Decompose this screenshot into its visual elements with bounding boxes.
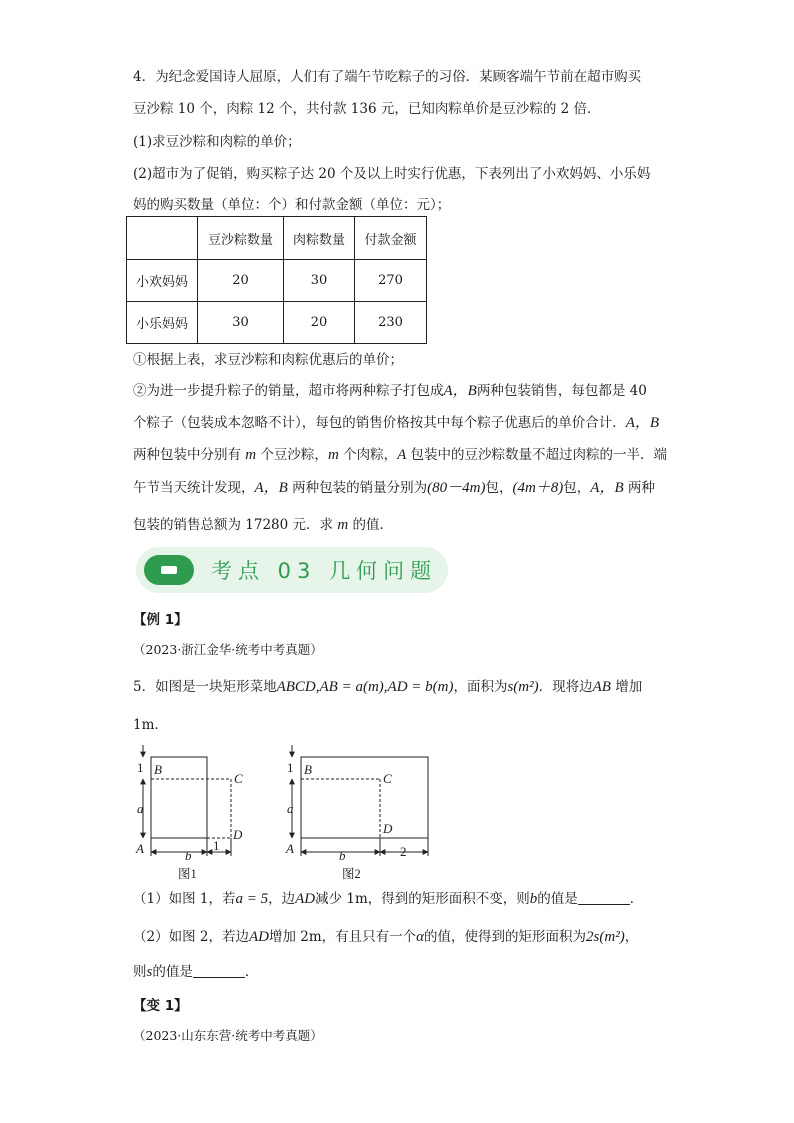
table-cell: 20 xyxy=(284,302,355,344)
figure-2 xyxy=(292,745,428,856)
table-cell: 230 xyxy=(355,302,427,344)
fig1-label-B: B xyxy=(154,762,162,777)
fig1-label-a: a xyxy=(137,801,144,816)
example-label: 【例 1】 xyxy=(133,612,188,628)
answer-blank[interactable] xyxy=(193,963,245,978)
table-header-cell: 肉粽数量 xyxy=(284,217,355,260)
table-cell: 20 xyxy=(198,260,284,302)
fig1-label-1b: 1 xyxy=(213,838,220,853)
table-cell: 270 xyxy=(355,260,427,302)
fig2-caption: 图2 xyxy=(342,867,361,881)
fig1-label-D: D xyxy=(233,827,243,842)
q4-line-1: 4．为纪念爱国诗人屈原，人们有了端午节吃粽子的习俗．某顾客端午节前在超市购买 xyxy=(133,69,642,85)
q5-line-2: 1m． xyxy=(133,717,168,733)
q4-sub-2-l5: 包装的销售总额为 17280 元．求 m 的值． xyxy=(133,517,393,533)
q4-part-2: (2)超市为了促销，购买粽子达 20 个及以上时实行优惠，下表列出了小欢妈妈、小乐妈 xyxy=(133,166,651,182)
q4-sub-2: ②为进一步提升粽子的销量，超市将两种粽子打包成A，B两种包装销售，每包都是 40 xyxy=(133,383,647,399)
fig2-label-a: a xyxy=(287,801,294,816)
table-header-cell: 豆沙粽数量 xyxy=(198,217,284,260)
q5-part-1: （1）如图 1，若a = 5，边AD减少 1m，得到的矩形面积不变，则b的值是 ． xyxy=(133,891,644,907)
fig2-label-D: D xyxy=(383,821,393,836)
q5-part-2-cont: 则s的值是 ． xyxy=(133,964,259,980)
q4-line-2: 豆沙粽 10 个，肉粽 12 个，共付款 136 元，已知肉粽单价是豆沙粽的 2 倍． xyxy=(133,101,601,117)
variant-source: （2023·山东东营·统考中考真题） xyxy=(133,1028,323,1043)
section-title: 考点 03 几何问题 xyxy=(211,559,438,583)
example-source: （2023·浙江金华·统考中考真题） xyxy=(133,642,323,657)
fig1-caption: 图1 xyxy=(178,867,197,881)
fig2-label-b: b xyxy=(339,848,346,863)
q5-part-2: （2）如图 2，若边AD增加 2m，有且只有一个α的值，使得到的矩形面积为2s(m²)， xyxy=(133,929,639,945)
table-cell: 小乐妈妈 xyxy=(127,302,198,344)
fig2-label-1: 1 xyxy=(287,760,294,775)
fig1-label-b: b xyxy=(185,848,192,863)
table-cell: 小欢妈妈 xyxy=(127,260,198,302)
q4-sub-1: ①根据上表，求豆沙粽和肉粽优惠后的单价； xyxy=(133,352,403,368)
fig2-label-A: A xyxy=(286,841,294,856)
fig1-label-1: 1 xyxy=(137,760,144,775)
q5-line-1: 5．如图是一块矩形菜地ABCD,AB = a(m),AD = b(m)，面积为s(m²)．现将边AB 增加 xyxy=(133,679,643,695)
q4-sub-2-l3: 两种包装中分别有 m 个豆沙粽，m 个肉粽，A 包装中的豆沙粽数量不超过肉粽的一半．端 xyxy=(133,447,668,463)
q4-sub-2-l4: 午节当天统计发现，A，B 两种包装的销量分别为(80－4m)包，(4m＋8)包，A，B 两种 xyxy=(133,480,655,496)
table-cell: 30 xyxy=(284,260,355,302)
table-cell: 30 xyxy=(198,302,284,344)
fig2-label-B: B xyxy=(304,762,312,777)
q4-part-1: (1)求豆沙粽和肉粽的单价； xyxy=(133,134,301,150)
fig1-label-C: C xyxy=(234,771,243,786)
fig2-label-C: C xyxy=(383,771,392,786)
q4-sub-2-l2: 个粽子（包装成本忽略不计），每包的销售价格按其中每个粽子优惠后的单价合计．A，B xyxy=(133,415,660,431)
fig1-label-A: A xyxy=(136,841,144,856)
q4-part-2-cont: 妈的购买数量（单位：个）和付款金额（单位：元）； xyxy=(133,197,451,213)
answer-blank[interactable] xyxy=(578,890,630,905)
table-header-cell: 付款金额 xyxy=(355,217,427,260)
variant-label: 【变 1】 xyxy=(133,998,188,1014)
fig2-label-2: 2 xyxy=(400,844,407,859)
